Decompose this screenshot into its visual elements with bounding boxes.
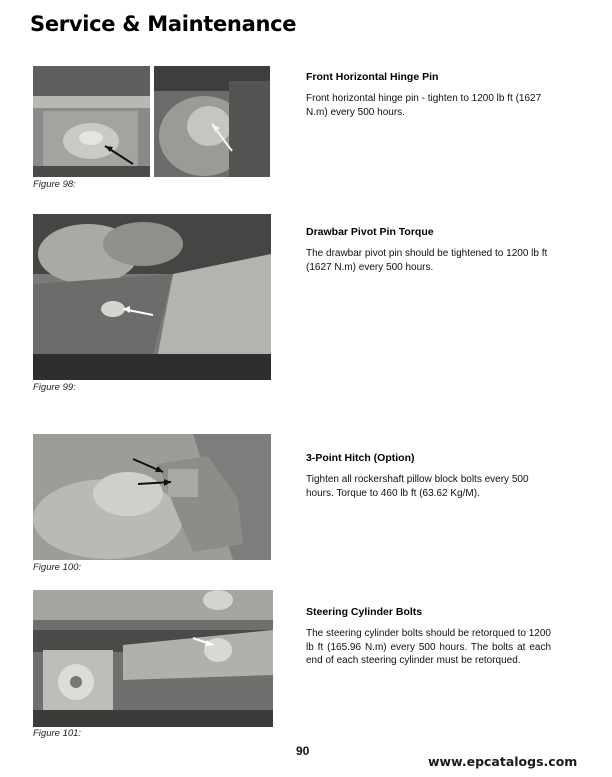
section-heading: Drawbar Pivot Pin Torque (306, 226, 434, 238)
section-body: The drawbar pivot pin should be tightened to 1200 lb ft (1627 N.m) every 500 hours. (306, 248, 548, 273)
figure-99-photo (33, 214, 271, 380)
page-number: 90 (296, 744, 310, 758)
section-heading: Front Horizontal Hinge Pin (306, 71, 439, 83)
figure-98-left-photo (33, 66, 150, 177)
section-heading: 3-Point Hitch (Option) (306, 452, 415, 464)
figure-caption: Figure 100: (33, 562, 82, 573)
section-body: Front horizontal hinge pin - tighten to 1200 lb ft (1627 N.m) every 500 hours. (306, 93, 542, 118)
page-title: Service & Maintenance (30, 12, 297, 36)
figure-98-right-photo (154, 66, 270, 177)
section-body: The steering cylinder bolts should be retorqued to 1200 lb ft (165.96 N.m) every 500 hours. The bolts at each end of each steering cylinder must be retorqued. (306, 628, 551, 666)
figure-101-photo (33, 590, 273, 727)
section-body: Tighten all rockershaft pillow block bolts every 500 hours. Torque to 460 lb ft (63.62 Kg/M). (306, 474, 529, 499)
watermark-link[interactable]: www.epcatalogs.com (428, 754, 578, 769)
figure-100-photo (33, 434, 271, 560)
figure-caption: Figure 101: (33, 728, 82, 739)
figure-caption: Figure 98: (33, 179, 76, 190)
figure-caption: Figure 99: (33, 382, 76, 393)
section-heading: Steering Cylinder Bolts (306, 606, 423, 618)
